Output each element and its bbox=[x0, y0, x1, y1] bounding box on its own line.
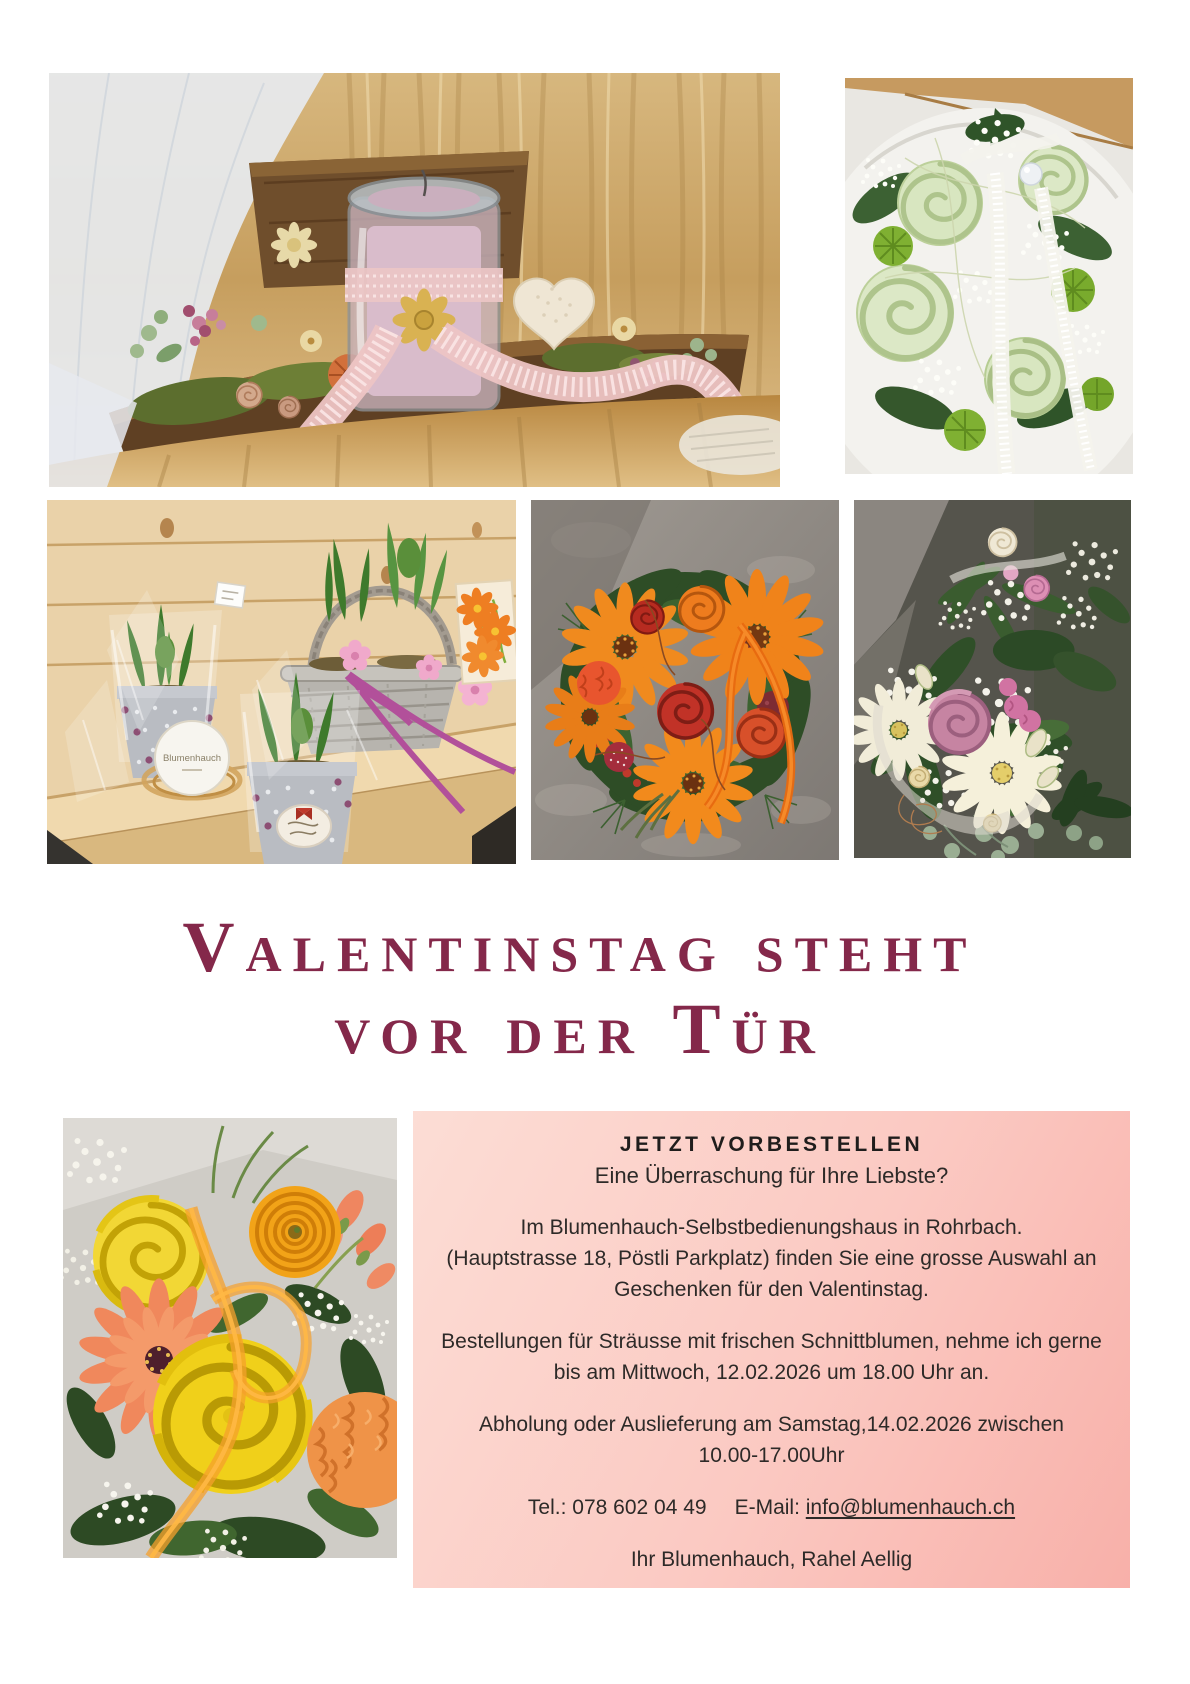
location-paragraph bbox=[413, 1212, 1130, 1305]
photo-green-white-bouquet bbox=[845, 78, 1133, 474]
orange-bouquet-illustration bbox=[531, 500, 839, 860]
order-line: bis am Mittwoch, 12.02.2026 um 18.00 Uhr an. bbox=[553, 1361, 990, 1384]
title-line-1: Valentinstag steht bbox=[182, 907, 978, 987]
pickup-line: Abholung oder Auslieferung am Samstag,14.02.2026 zwischen bbox=[479, 1413, 1064, 1436]
location-line: Im Blumenhauch-Selbstbedienungshaus in Rohrbach. bbox=[520, 1216, 1023, 1239]
green-white-bouquet-illustration bbox=[845, 78, 1133, 474]
flower-card bbox=[455, 580, 516, 684]
tag-label: Blumenhauch bbox=[162, 753, 222, 764]
order-info-box bbox=[413, 1111, 1130, 1588]
surprise-subheading: Eine Überraschung für Ihre Liebste? bbox=[594, 1163, 949, 1188]
contact-line bbox=[413, 1492, 1130, 1523]
title-line-2: vor der Tür bbox=[334, 989, 826, 1070]
email-link[interactable]: info@blumenhauch.ch bbox=[805, 1496, 1016, 1519]
photo-pink-pastel-bouquet bbox=[854, 500, 1131, 858]
price-tag bbox=[215, 582, 246, 608]
pastel-bouquet-illustration bbox=[854, 500, 1131, 858]
pickup-paragraph bbox=[413, 1409, 1130, 1471]
candle-arrangement-illustration bbox=[49, 73, 780, 487]
yellow-bouquet-illustration bbox=[63, 1118, 397, 1558]
wooden-flower-icon bbox=[271, 222, 317, 268]
signoff-line: Ihr Blumenhauch, Rahel Aellig bbox=[630, 1548, 913, 1571]
photo-yellow-orange-bouquet bbox=[63, 1118, 397, 1558]
order-deadline-paragraph bbox=[413, 1326, 1130, 1388]
photo-orange-red-bouquet bbox=[531, 500, 839, 860]
page-title bbox=[0, 906, 1160, 1070]
photo-candle-arrangement bbox=[49, 73, 780, 487]
email-label: E-Mail: bbox=[734, 1496, 800, 1519]
location-line: (Hauptstrasse 18, Pöstli Parkplatz) finden Sie eine grosse Auswahl an bbox=[446, 1247, 1097, 1270]
photo-hyacinth-baskets bbox=[47, 500, 516, 864]
pearl-icon bbox=[1020, 163, 1042, 185]
phone-number: Tel.: 078 602 04 49 bbox=[527, 1496, 707, 1519]
location-line: Geschenken für den Valentinstag. bbox=[614, 1278, 929, 1301]
hyacinth-baskets-illustration bbox=[47, 500, 516, 864]
preorder-heading: JETZT VORBESTELLEN bbox=[619, 1133, 924, 1156]
order-line: Bestellungen für Sträusse mit frischen Schnittblumen, nehme ich gerne bbox=[441, 1330, 1102, 1353]
pickup-line: 10.00-17.00Uhr bbox=[698, 1444, 845, 1467]
